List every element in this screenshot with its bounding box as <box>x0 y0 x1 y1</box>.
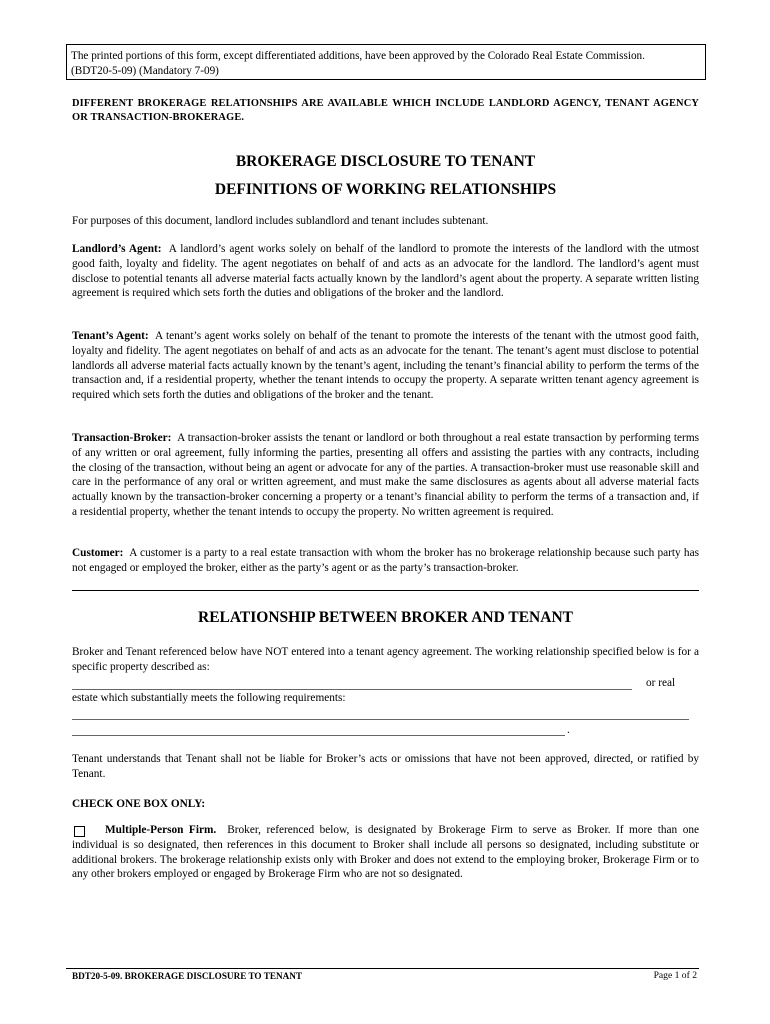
customer-term: Customer: <box>72 547 124 559</box>
approval-notice-box <box>66 44 706 80</box>
relationship-intro: Broker and Tenant referenced below have NOT entered into a tenant agency agreement. The working relationship specified below is for a specific property described as: <box>72 646 699 673</box>
landlord-agent-text: A landlord’s agent works solely on behalf of the landlord to promote the interests of the landlord with the utmost good faith, loyalty and fidelity. The agent negotiates on behalf of and acts as an advocate for the landlord. The landlord’s agent must disclose to potential tenants all adverse material facts actually known by the landlord’s agent about the property. A separate written listing agreement is required which sets forth the duties and obligations of the broker and the landlord. <box>72 243 699 300</box>
transaction-broker-text: A transaction-broker assists the tenant or landlord or both throughout a real estate transaction by performing terms of any written or oral agreement, fully informing the parties, presenting all offers and assisting the parties with any contracts, including the closing of the transaction, without being an agent or advocate for any of the parties. A transaction-broker must use reasonable skill and care in the performance of any oral or written agreement, and must make the same disclosures as agents about all adverse material facts actually known by the transaction-broker concerning a property or a tenant’s financial ability to perform the terms of a transaction and, if a residential property, whether the tenant intends to occupy the property. No written agreement is required. <box>72 432 699 518</box>
landlord-agent-term: Landlord’s Agent: <box>72 243 162 255</box>
approval-notice-line-2: (BDT20-5-09) (Mandatory 7-09) <box>71 65 219 77</box>
document-title: BROKERAGE DISCLOSURE TO TENANT <box>235 153 536 170</box>
requirements-line-1[interactable] <box>72 719 689 720</box>
transaction-broker-term: Transaction-Broker: <box>72 432 172 444</box>
customer-definition <box>72 546 699 576</box>
footer-form-id: BDT20-5-09. BROKERAGE DISCLOSURE TO TENANT <box>72 971 302 981</box>
transaction-broker-definition <box>72 431 699 520</box>
customer-text: A customer is a party to a real estate transaction with whom the broker has no brokerage relationship because such party has not engaged or employed the broker, either as the party’s agent or as the party’s transaction-broker. <box>72 547 699 574</box>
multiple-person-firm-text: Broker, referenced below, is designated by Brokerage Firm to serve as Broker. If more than one individual is so designated, then references in this document to Broker shall include all persons so designated, including substitute or additional brokers. The brokerage relationship exists only with Broker and does not extend to the employing broker, Brokerage Firm or to any other brokers employed or engaged by Brokerage Firm who are not so designated. <box>72 824 700 881</box>
property-description-line[interactable] <box>72 689 632 690</box>
requirements-period: . <box>567 724 570 736</box>
landlord-agent-definition <box>72 242 699 301</box>
brokerage-warning: DIFFERENT BROKERAGE RELATIONSHIPS ARE AVAILABLE WHICH INCLUDE LANDLORD AGENCY, TENANT AGENCY OR TRANSACTION-BROKERAGE. <box>72 98 699 123</box>
tenant-agent-text: A tenant’s agent works solely on behalf of the tenant to promote the interests of the tenant with the utmost good faith, loyalty and fidelity. The agent negotiates on behalf of and acts as an advocate for the tenant. The tenant’s agent must disclose to potential landlords all adverse material facts actually known by the tenant’s agent, including the tenant’s financial ability to perform the terms of the transaction and, if a residential property, whether the tenant intends to occupy the property. A separate written tenant agency agreement is required which sets forth the duties and obligations of the broker and the tenant. <box>72 330 699 402</box>
estate-requirements-text: estate which substantially meets the following requirements: <box>72 692 346 704</box>
check-one-box-heading: CHECK ONE BOX ONLY: <box>72 798 206 810</box>
tenant-agent-definition <box>72 329 699 403</box>
relationship-heading: RELATIONSHIP BETWEEN BROKER AND TENANT <box>198 609 573 626</box>
tenant-agent-term: Tenant’s Agent: <box>72 330 149 342</box>
definitions-heading: DEFINITIONS OF WORKING RELATIONSHIPS <box>214 181 557 198</box>
intro-paragraph: For purposes of this document, landlord includes sublandlord and tenant includes subtenant. <box>72 215 489 227</box>
page-number: Page 1 of 2 <box>653 970 697 981</box>
section-divider <box>72 590 699 591</box>
multiple-person-firm-paragraph <box>72 823 699 882</box>
or-real-text: or real <box>646 677 676 689</box>
multiple-person-firm-term: Multiple-Person Firm. <box>105 824 217 836</box>
approval-notice-line-1: The printed portions of this form, except differentiated additions, have been approved by the Colorado Real Estate Commission. <box>71 50 645 62</box>
footer-rule <box>66 968 699 969</box>
tenant-liability-paragraph: Tenant understands that Tenant shall not be liable for Broker’s acts or omissions that have not been approved, directed, or ratified by Tenant. <box>72 753 699 780</box>
requirements-line-2[interactable] <box>72 735 565 736</box>
